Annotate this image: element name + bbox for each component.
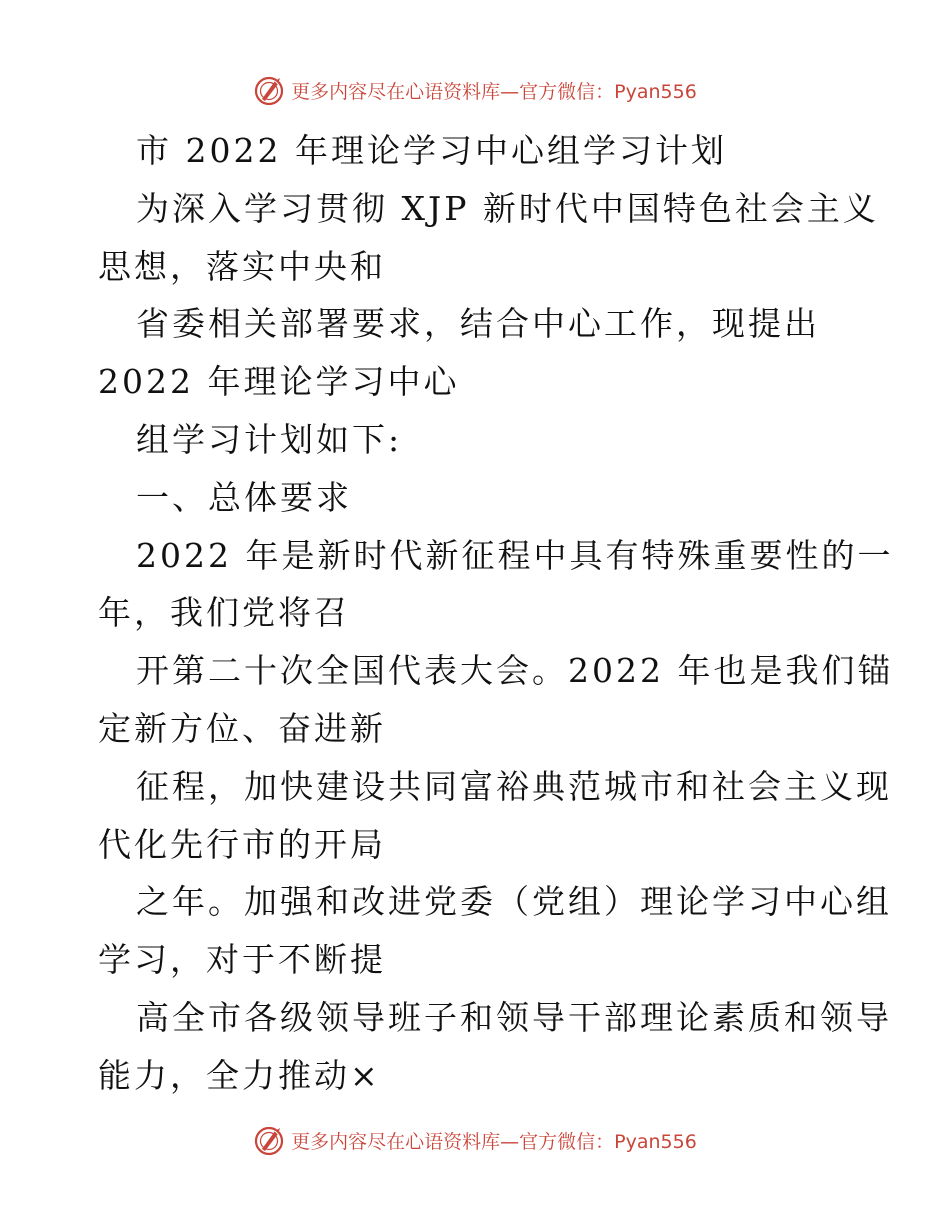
document-line: 能力，全力推动× [98, 1055, 381, 1095]
watermark-text: 更多内容尽在心语资料库—官方微信：Pyan556 [291, 80, 697, 103]
document-line: 2022 年理论学习中心 [98, 362, 460, 402]
document-line: 2022 年是新时代新征程中具有特殊重要性的一 [136, 535, 894, 575]
document-line: 为深入学习贯彻 XJP 新时代中国特色社会主义 [136, 188, 879, 228]
watermark-text: 更多内容尽在心语资料库—官方微信：Pyan556 [291, 1130, 697, 1153]
document-line: 组学习计划如下: [136, 419, 403, 459]
document-line: 年，我们党将召 [98, 593, 350, 633]
document-line: 之年。加强和改进党委（党组）理论学习中心组 [136, 882, 892, 922]
document-line: 开第二十次全国代表大会。2022 年也是我们锚 [136, 651, 894, 691]
document-line: 征程，加快建设共同富裕典范城市和社会主义现 [136, 766, 892, 806]
document-line: 市 2022 年理论学习中心组学习计划 [136, 131, 727, 170]
document-line: 思想，落实中央和 [98, 246, 386, 286]
header-watermark-banner [0, 70, 950, 110]
document-line: 代化先行市的开局 [98, 824, 386, 864]
document-body [98, 122, 894, 1105]
footer-watermark-banner [0, 1120, 950, 1160]
document-line: 高全市各级领导班子和领导干部理论素质和领导 [136, 997, 892, 1037]
document-line: 学习，对于不断提 [98, 940, 386, 980]
document-line: 省委相关部署要求，结合中心工作，现提出 [136, 304, 820, 344]
pen-logo-icon [253, 1123, 287, 1157]
pen-logo-icon [253, 73, 287, 107]
document-line: 定新方位、奋进新 [98, 708, 386, 748]
document-line: 一、总体要求 [136, 477, 352, 517]
